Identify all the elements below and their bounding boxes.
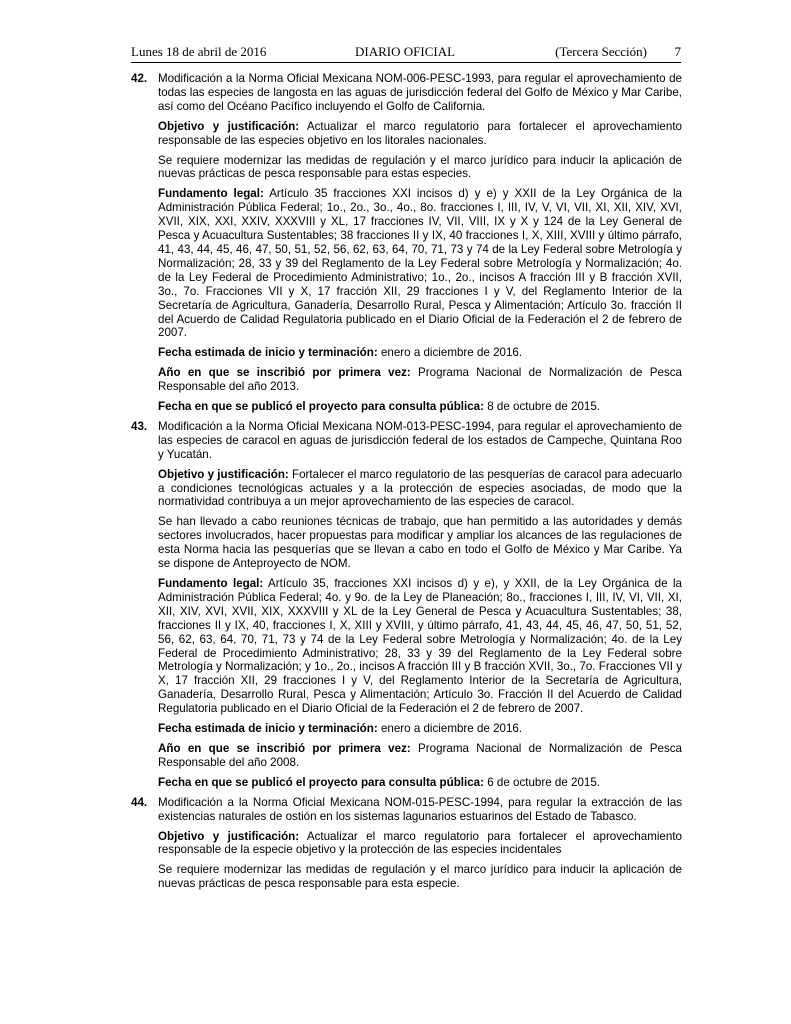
fecha-publico-label: Fecha en que se publicó el proyecto para consulta pública: [158,400,484,414]
objetivo-text: Actualizar el marco regulatorio para fortalecer el aprovechamiento responsable de la especie objetivo y la protección de las especies incidentales [158,829,682,857]
page-header [131,44,681,63]
fecha-estimada-paragraph [158,722,682,736]
item-number: 43. [131,419,148,433]
objetivo-text: Actualizar el marco regulatorio para fortalecer el aprovechamiento responsable de las especies objetivo en los litorales nacionales. [158,119,682,147]
fundamento-paragraph [158,577,682,716]
fundamento-paragraph [158,187,682,340]
fundamento-text: Artículo 35 fracciones XXI incisos d) y e) y XXII de la Ley Orgánica de la Administración Pública Federal; 1o., 2o., 3o., 4o., 8o. fracciones I, III, IV, V, VI, VII, XI, XII, XIV, XVI, XVII, XIX, XXI, XXIV, XXXVIII y XL, 17 fracciones IV, VII, VIII, IX y X y 124 de la Ley General de Pesca y Acuacultura Sustentables; 38 fracciones II y IX, 40 fracciones I, X, XIII, XVIII y último párrafo, 41, 43, 44, 45, 46, 47, 50, 51, 52, 56, 62, 63, 64, 70, 71, 73 y 74 de la Ley Federal sobre Metrología y Normalización; 28, 33 y 39 del Reglamento de la Ley Federal sobre Metrología y Normalización; 4o. de la Ley Federal de Procedimiento Administrativo; 1o., 2o., incisos A fracción III y B fracción XVII, 3o., 7o. Fracciones VII y X, 17 fracción XII, 29 fracciones I y V, del Reglamento Interior de la Secretaría de Agricultura, Ganadería, Desarrollo Rural, Pesca y Alimentación; Artículo 3o. fracción II del Acuerdo de Calidad Regulatoria publicado en el Diario Oficial de la Federación el 2 de febrero de 2007. [158,187,682,340]
document-body [131,72,682,897]
item-title: Modificación a la Norma Oficial Mexicana NOM-015-PESC-1994, para regular la extracción de las existencias naturales de ostión en los sistemas lagunarios estuarinos del Estado de Tabasco. [158,795,682,823]
anio-text: Programa Nacional de Normalización de Pesca Responsable del año 2013. [158,366,682,394]
fecha-estimada-label: Fecha estimada de inicio y terminación: [158,346,378,360]
fecha-publico-paragraph [158,776,682,790]
anio-paragraph [158,366,682,394]
fecha-estimada-paragraph [158,346,682,360]
objetivo-text: Fortalecer el marco regulatorio de las pesquerías de caracol para adecuarlo a condiciones tecnológicas actuales y a la protección de especies asociadas, de modo que la normatividad contribuya a un mejor aprovechamiento de las especies de caracol. [158,467,682,509]
fundamento-text: Artículo 35, fracciones XXI incisos d) y e), y XXII, de la Ley Orgánica de la Administración Pública Federal; 4o. y 9o. de la Ley de Planeación; 8o., fracciones I, III, IV, VI, VII, XI, XII, XIV, XVI, XVII, XIX, XXXVIII y XL de la Ley General de Pesca y Acuacultura Sustentables; 38, fracciones II y IX, 40, fracciones I, X, XIII y XVIII, y último párrafo, 41, 43, 44, 45, 46, 47, 50, 51, 52, 56, 62, 63, 64, 70, 71, 73 y 74 de la Ley Federal sobre Metrología y Normalización; 4o. de la Ley Federal de Procedimiento Administrativo; 28, 33 y 39 del Reglamento de la Ley Federal sobre Metrología y Normalización; y 1o., 2o., incisos A fracción III y B fracción XVII, 3o., 7o. Fracciones VII y X, 17 fracción XII, 29 fracciones I y V, del Reglamento Interior de la Secretaría de Agricultura, Ganadería, Desarrollo Rural, Pesca y Alimentación; Artículo 3o. Fracción II del Acuerdo de Calidad Regulatoria publicado en el Diario Oficial de la Federación el 2 de febrero de 2007. [158,577,682,716]
fecha-publico-text: 6 de octubre de 2015. [484,775,601,789]
fecha-publico-label: Fecha en que se publicó el proyecto para consulta pública: [158,775,484,789]
anio-paragraph [158,742,682,770]
extra-paragraph: Se requiere modernizar las medidas de regulación y el marco jurídico para inducir la aplicación de nuevas prácticas de pesca responsable para esta especie. [158,863,682,891]
objetivo-paragraph [158,468,682,510]
header-page-number: 7 [674,44,681,59]
item-title: Modificación a la Norma Oficial Mexicana NOM-013-PESC-1994, para regular el aprovechamiento de las especies de caracol en aguas de jurisdicción federal de los estados de Campeche, Quintana Roo y Yucatán. [158,419,682,461]
fundamento-label: Fundamento legal: [158,577,264,590]
fecha-estimada-label: Fecha estimada de inicio y terminación: [158,722,378,736]
anio-label: Año en que se inscribió por primera vez: [158,366,411,380]
item-title: Modificación a la Norma Oficial Mexicana NOM-006-PESC-1993, para regular el aprovechamiento de todas las especies de langosta en las aguas de jurisdicción federal del Golfo de México y Mar Caribe, así como del Océano Pacífico incluyendo el Golfo de California. [158,72,682,113]
objetivo-label: Objetivo y justificación: [158,467,289,481]
objetivo-paragraph [158,830,682,858]
anio-label: Año en que se inscribió por primera vez: [158,741,411,755]
fecha-estimada-text: enero a diciembre de 2016. [377,722,523,736]
objetivo-label: Objetivo y justificación: [158,829,300,843]
header-date: Lunes 18 de abril de 2016 [131,44,267,59]
objetivo-paragraph [158,120,682,148]
extra-paragraph: Se han llevado a cabo reuniones técnicas de trabajo, que han permitido a las autoridades y demás sectores involucrados, hacer propuestas para modificar y ampliar los alcances de las regulaciones de esta Norma hacia las pesquerías que se llevan a cabo en todo el Golfo de México y Mar Caribe. Ya se dispone de Anteproyecto de NOM. [158,515,682,571]
objetivo-label: Objetivo y justificación: [158,119,300,133]
list-item [131,796,682,891]
header-title: DIARIO OFICIAL [355,44,456,59]
list-item [131,420,682,790]
fundamento-label: Fundamento legal: [158,187,264,201]
fecha-publico-text: 8 de octubre de 2015. [484,400,601,414]
header-section: (Tercera Sección) [555,44,647,59]
extra-paragraph: Se requiere modernizar las medidas de regulación y el marco jurídico para inducir la aplicación de nuevas prácticas de pesca responsable para estas especies. [158,153,682,181]
list-item [131,72,682,414]
item-number: 44. [131,795,148,809]
fecha-publico-paragraph [158,400,682,414]
fecha-estimada-text: enero a diciembre de 2016. [377,346,523,360]
item-number: 42. [131,72,148,85]
anio-text: Programa Nacional de Normalización de Pesca Responsable del año 2008. [158,741,682,769]
